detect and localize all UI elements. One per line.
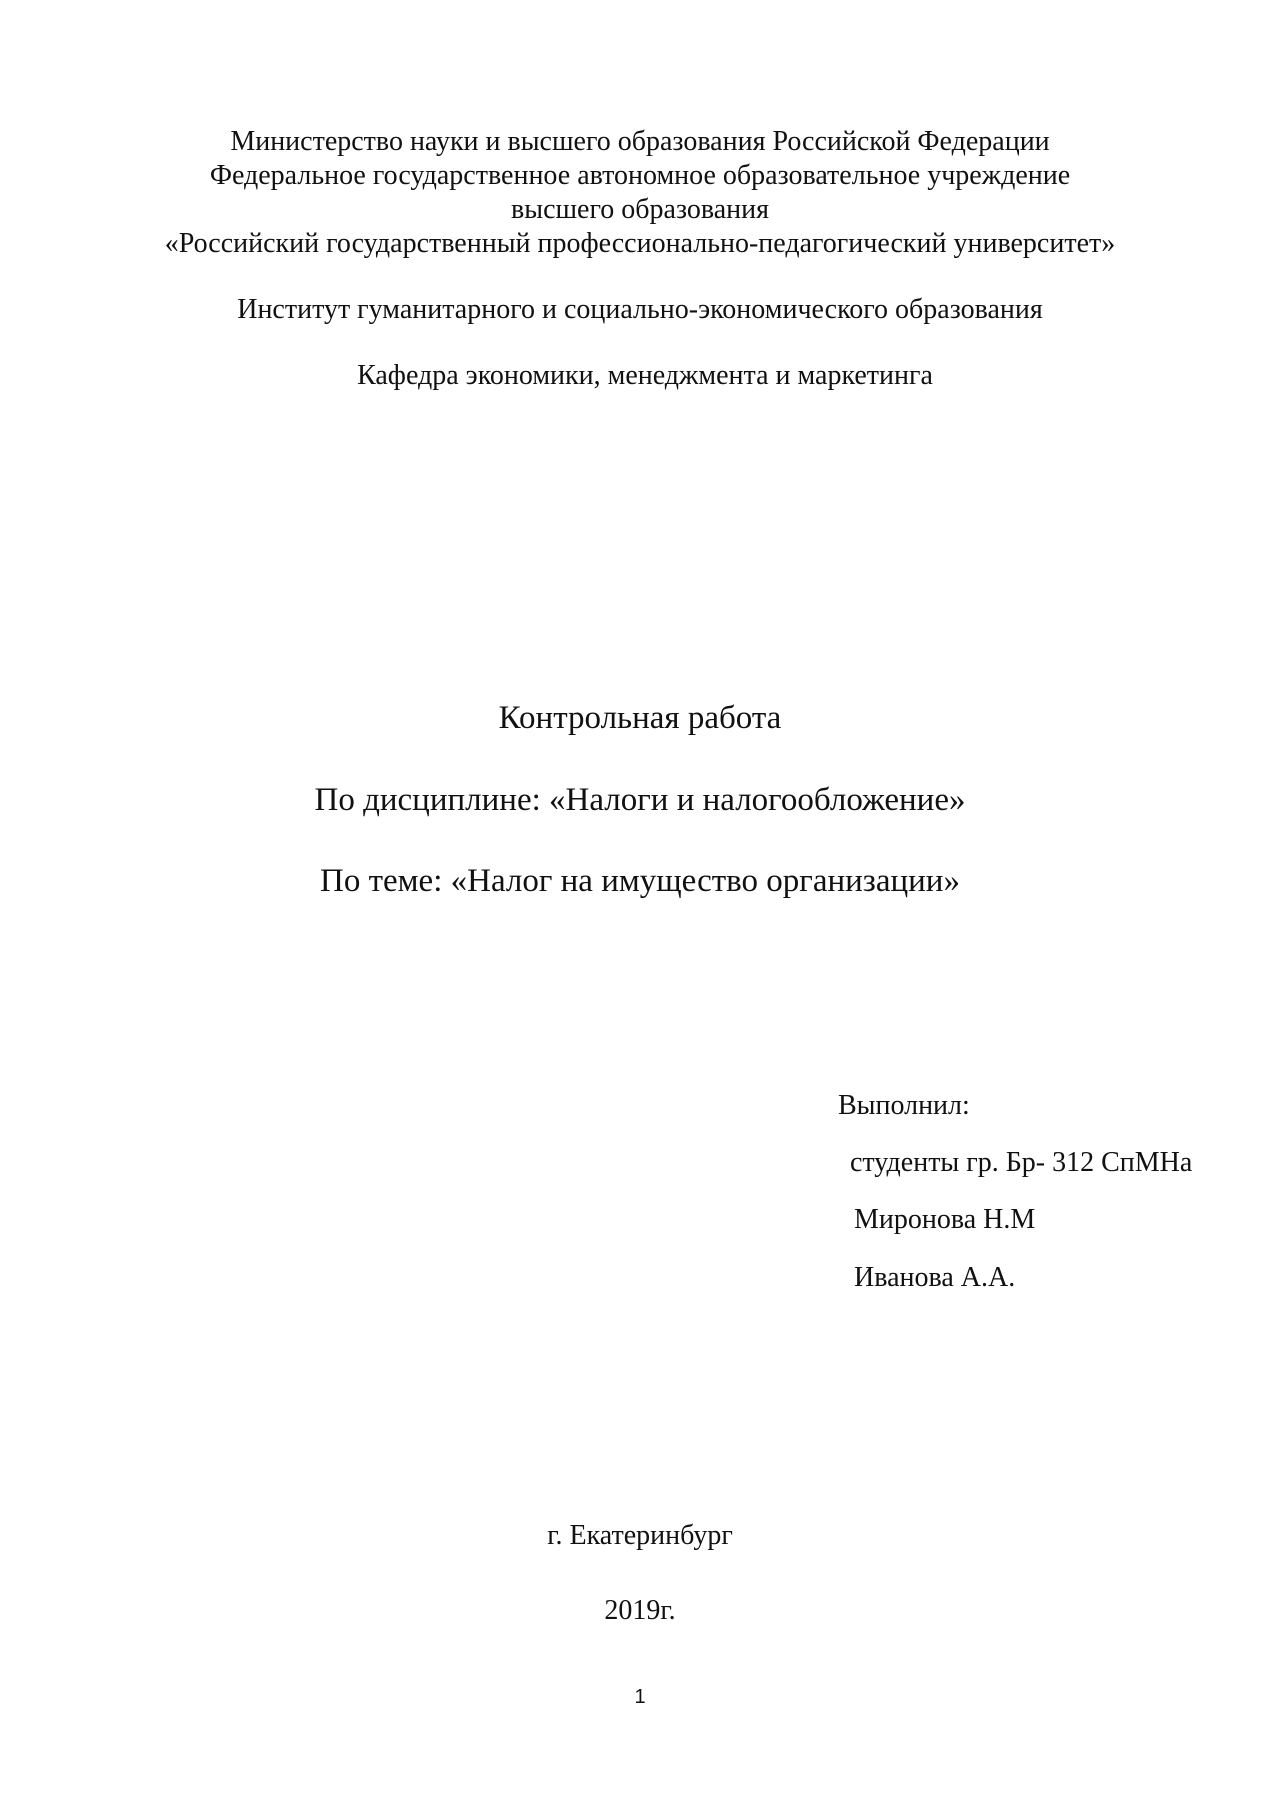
university-line: «Российский государственный профессионально-педагогический университет» [164, 228, 1116, 259]
year-line: 2019г. [604, 1595, 676, 1626]
work-type-title: Контрольная работа [498, 700, 782, 736]
ministry-line: Министерство науки и высшего образования Российской Федерации [230, 126, 1050, 157]
student-group: студенты гр. Бр- 312 СпМНа [850, 1147, 1193, 1178]
performed-label: Выполнил: [838, 1090, 970, 1121]
discipline-line: По дисциплине: «Налоги и налогообложение» [314, 782, 966, 818]
institute-line: Институт гуманитарного и социально-экономического образования [237, 294, 1043, 325]
institution-type-line: Федеральное государственное автономное образовательное учреждение [209, 160, 1071, 191]
city-line: г. Екатеринбург [547, 1520, 733, 1551]
department-line: Кафедра экономики, менеджмента и маркетинга [357, 360, 933, 391]
page-number: 1 [634, 1686, 646, 1708]
student-name-2: Иванова А.А. [854, 1262, 1016, 1293]
student-name-1: Миронова Н.М [854, 1204, 1036, 1235]
education-level-line: высшего образования [511, 194, 769, 225]
topic-line: По теме: «Налог на имущество организации» [320, 863, 960, 899]
